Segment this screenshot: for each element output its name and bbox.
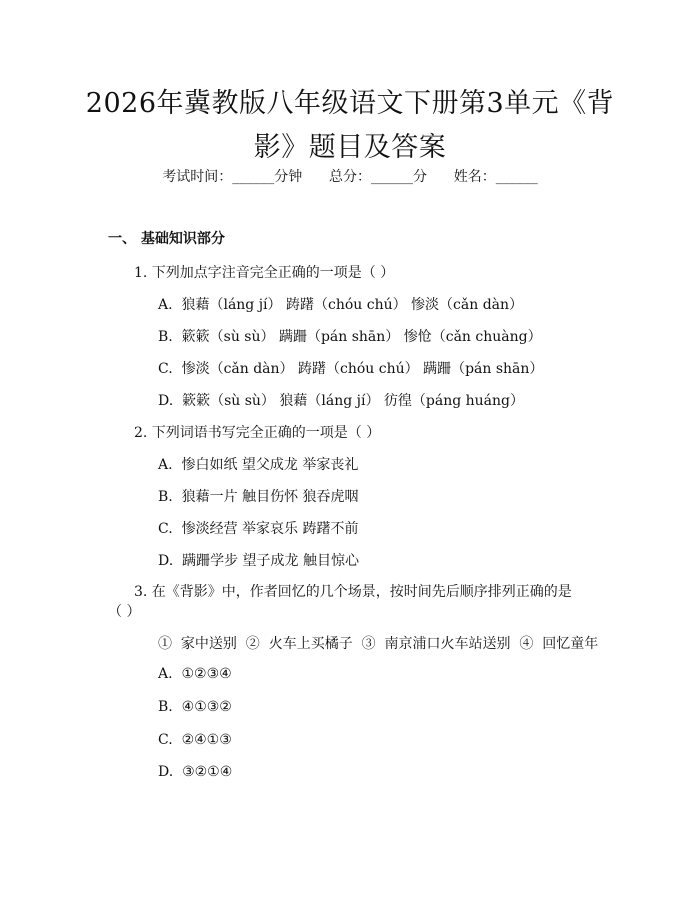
- question-3: 3. 在《背影》中，作者回忆的几个场景，按时间先后顺序排列正确的是: [134, 584, 572, 600]
- student-name-label: 姓名：______: [453, 169, 538, 185]
- q1-option-a: A. 狼藉（láng jí） 踌躇（chóu chú） 惨淡（cǎn dàn）: [158, 297, 524, 313]
- q2-option-c: C. 惨淡经营 举家哀乐 踌躇不前: [158, 521, 359, 537]
- question-3-paren: （ ）: [108, 604, 141, 620]
- title-line-1: 2026年冀教版八年级语文下册第3单元《背: [85, 88, 615, 119]
- q3-scenes: ① 家中送别 ② 火车上买橘子 ③ 南京浦口火车站送别 ④ 回忆童年: [158, 636, 599, 652]
- total-score-label: 总分：______分: [329, 169, 427, 185]
- question-1: 1. 下列加点字注音完全正确的一项是（ ）: [134, 265, 395, 281]
- section-heading: 一、 基础知识部分: [108, 231, 225, 247]
- q3-option-b: B. ④①③②: [158, 699, 232, 715]
- title-line-2: 影》题目及答案: [253, 132, 447, 163]
- q1-option-d: D. 簌簌（sù sù） 狼藉（láng jí） 彷徨（páng huáng）: [158, 393, 524, 409]
- q2-option-b: B. 狼藉一片 触目伤怀 狼吞虎咽: [158, 489, 359, 505]
- q3-option-a: A. ①②③④: [158, 666, 232, 682]
- question-2: 2. 下列词语书写完全正确的一项是（ ）: [134, 425, 381, 441]
- q2-option-a: A. 惨白如纸 望父成龙 举家丧礼: [158, 457, 359, 473]
- q3-option-c: C. ②④①③: [158, 732, 232, 748]
- q3-option-d: D. ③②①④: [158, 764, 233, 780]
- q1-option-b: B. 簌簌（sù sù） 蹒跚（pán shān） 惨怆（cǎn chuàng）: [158, 329, 542, 345]
- document-title: [60, 82, 640, 170]
- exam-meta: [0, 166, 700, 186]
- q1-option-c: C. 惨淡（cǎn dàn） 踌躇（chóu chú） 蹒跚（pán shān）: [158, 361, 544, 377]
- exam-time-label: 考试时间：______分钟: [162, 169, 303, 185]
- q2-option-d: D. 蹒跚学步 望子成龙 触目惊心: [158, 553, 359, 569]
